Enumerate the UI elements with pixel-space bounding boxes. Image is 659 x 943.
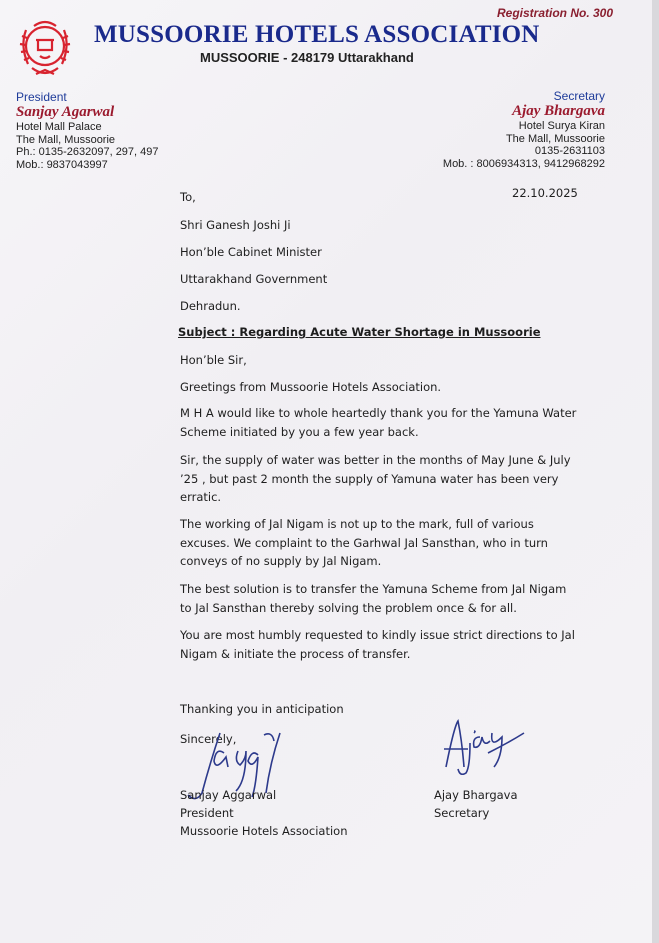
- sign-off: Sincerely,: [180, 732, 237, 746]
- secretary-block: [443, 89, 605, 170]
- paragraph: M H A would like to whole heartedly thank you for the Yamuna Water Scheme initiated by you a few year back.: [180, 406, 577, 439]
- president-street: The Mall, Mussoorie: [16, 133, 116, 146]
- president-hotel: Hotel Mall Palace: [16, 121, 102, 133]
- to-line: To,: [180, 190, 196, 204]
- letter-date: 22.10.2025: [512, 186, 578, 200]
- paragraph: Sir, the supply of water was better in the months of May June & July ’25 , but past 2 month the supply of Yamuna water has been very erratic.: [180, 453, 571, 504]
- president-name: Sanjay Agarwal: [16, 104, 115, 120]
- paragraph: The working of Jal Nigam is not up to the mark, full of various excuses. We complaint to the Garhwal Jal Sansthan, who in turn conveys of no supply by Jal Nigam.: [180, 517, 548, 568]
- paragraph: You are most humbly requested to kindly issue strict directions to Jal Nigam & initiate the process of transfer.: [180, 628, 575, 661]
- paragraph: Greetings from Mussoorie Hotels Association.: [180, 380, 442, 394]
- organization-title: MUSSOORIE HOTELS ASSOCIATION: [94, 21, 540, 48]
- recipient-line: Shri Ganesh Joshi Ji: [180, 218, 291, 232]
- letter-subject: Subject : Regarding Acute Water Shortage in Mussoorie: [178, 325, 541, 339]
- secretary-name: Ajay Bhargava: [512, 103, 605, 119]
- organization-address: MUSSOORIE - 248179 Uttarakhand: [200, 50, 414, 65]
- salutation: Hon’ble Sir,: [180, 353, 247, 367]
- secretary-phone: 0135-2631103: [534, 145, 605, 157]
- secretary-role: Secretary: [553, 89, 605, 103]
- president-phone: Ph.: 0135-2632097, 297, 497: [16, 146, 159, 158]
- secretary-hotel: Hotel Surya Kiran: [518, 120, 605, 132]
- closing-line: Thanking you in anticipation: [180, 702, 344, 716]
- president-block: [16, 90, 159, 171]
- registration-number: Registration No. 300: [497, 6, 614, 20]
- president-role: President: [16, 90, 67, 104]
- secretary-street: The Mall, Mussoorie: [505, 132, 605, 145]
- recipient-line: Uttarakhand Government: [180, 272, 328, 286]
- association-logo-icon: [14, 16, 76, 82]
- signatory-org: Mussoorie Hotels Association: [180, 824, 348, 838]
- president-mobile: Mob.: 9837043997: [16, 158, 108, 171]
- recipient-line: Hon’ble Cabinet Minister: [180, 245, 322, 259]
- page-edge: [652, 0, 659, 943]
- secretary-signature-icon: [440, 715, 535, 775]
- signatory-name: Sanjay Aggarwal: [180, 788, 277, 802]
- signatory-name: Ajay Bhargava: [434, 788, 518, 802]
- secretary-mobile: Mob. : 8006934313, 9412968292: [442, 157, 605, 170]
- signatory-title: Secretary: [434, 806, 490, 820]
- recipient-line: Dehradun.: [180, 299, 241, 313]
- paragraph: The best solution is to transfer the Yamuna Scheme from Jal Nigam to Jal Sansthan thereby solving the problem once & for all.: [180, 582, 567, 615]
- signatory-title: President: [180, 806, 234, 820]
